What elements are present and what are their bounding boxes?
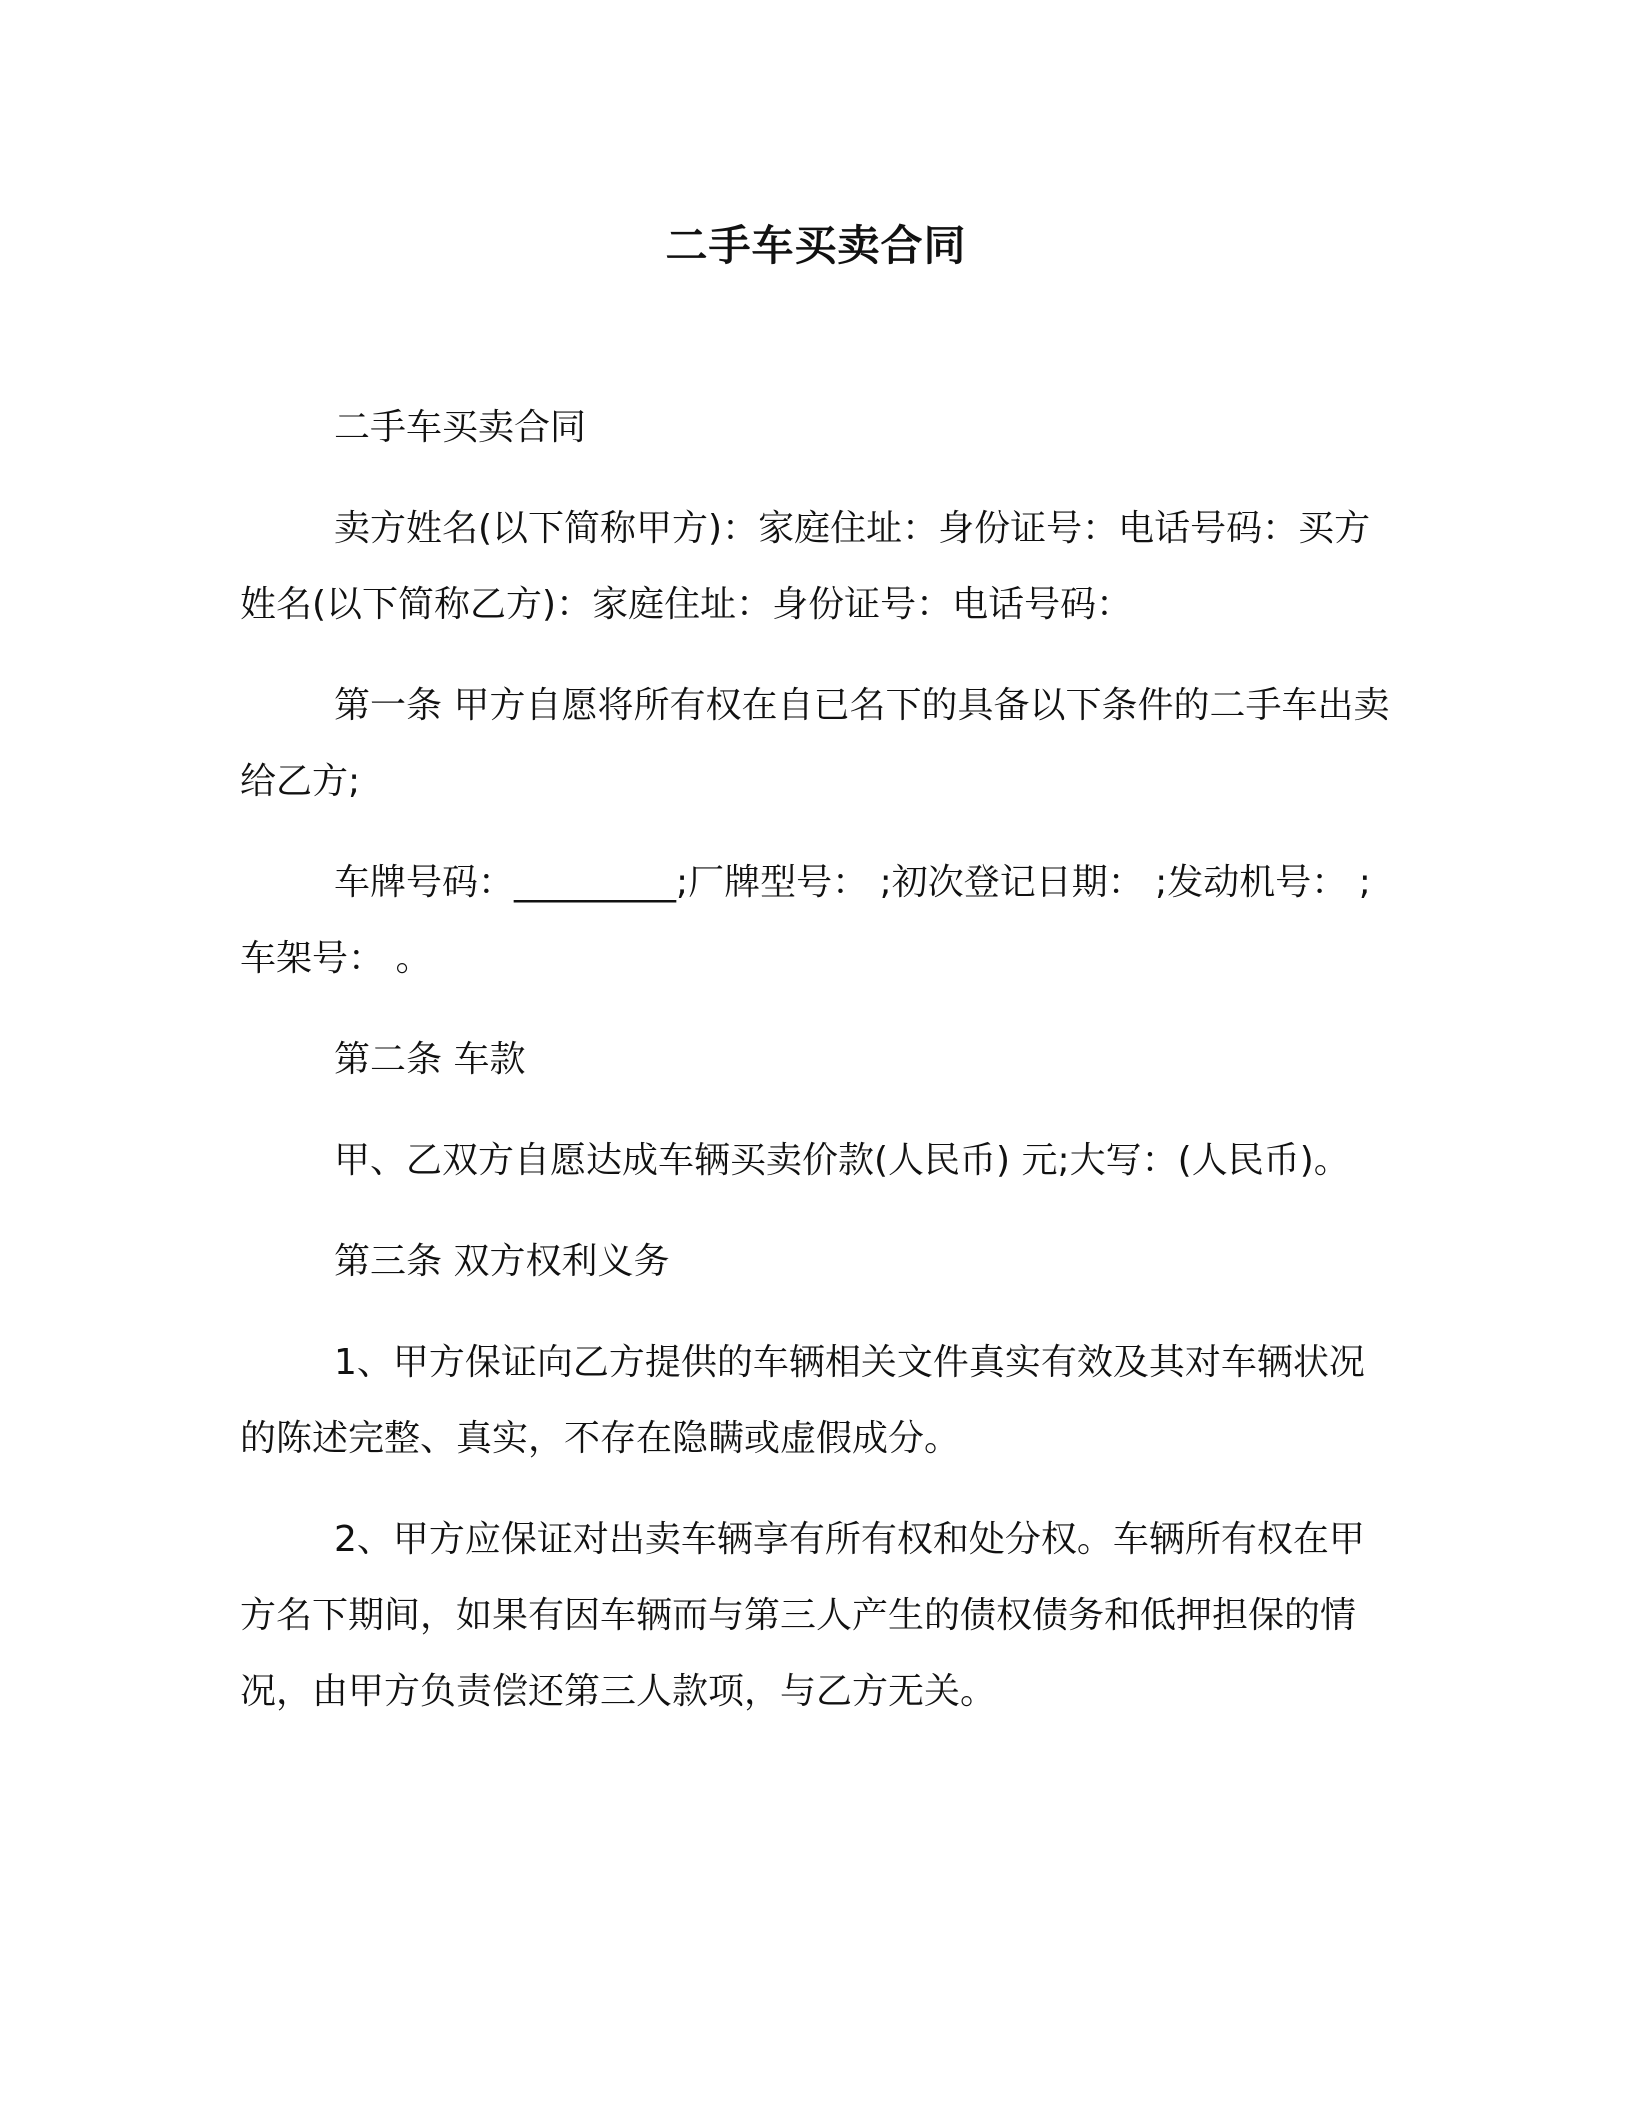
paragraph-clause-1: 1、甲方保证向乙方提供的车辆相关文件真实有效及其对车辆状况的陈述完整、真实，不存在隐瞒或虚假成分。 [240, 1342, 1365, 1459]
paragraph-subtitle: 二手车买卖合同 [334, 407, 587, 448]
paragraph-clause-2: 2、甲方应保证对出卖车辆享有所有权和处分权。车辆所有权在甲方名下期间，如果有因车辆而与第三人产生的债权债务和低押担保的情况，由甲方负责偿还第三人款项，与乙方无关。 [240, 1519, 1365, 1712]
paragraph-parties: 卖方姓名(以下简称甲方)：家庭住址：身份证号：电话号码：买方姓名(以下简称乙方)：家庭住址：身份证号：电话号码： [240, 508, 1371, 625]
paragraph-vehicle-info: 车牌号码：_________;厂牌型号： ;初次登记日期： ;发动机号： ;车架号： 。 [240, 862, 1371, 979]
document-title: 二手车买卖合同 [665, 221, 967, 270]
paragraph-article-1: 第一条 甲方自愿将所有权在自已名下的具备以下条件的二手车出卖给乙方; [240, 685, 1390, 802]
paragraph-article-2-heading: 第二条 车款 [334, 1039, 526, 1080]
paragraph-price: 甲、乙双方自愿达成车辆买卖价款(人民币) 元;大写：(人民币)。 [334, 1140, 1350, 1181]
paragraph-article-3-heading: 第三条 双方权利义务 [334, 1241, 670, 1282]
document-body [240, 390, 1390, 1755]
